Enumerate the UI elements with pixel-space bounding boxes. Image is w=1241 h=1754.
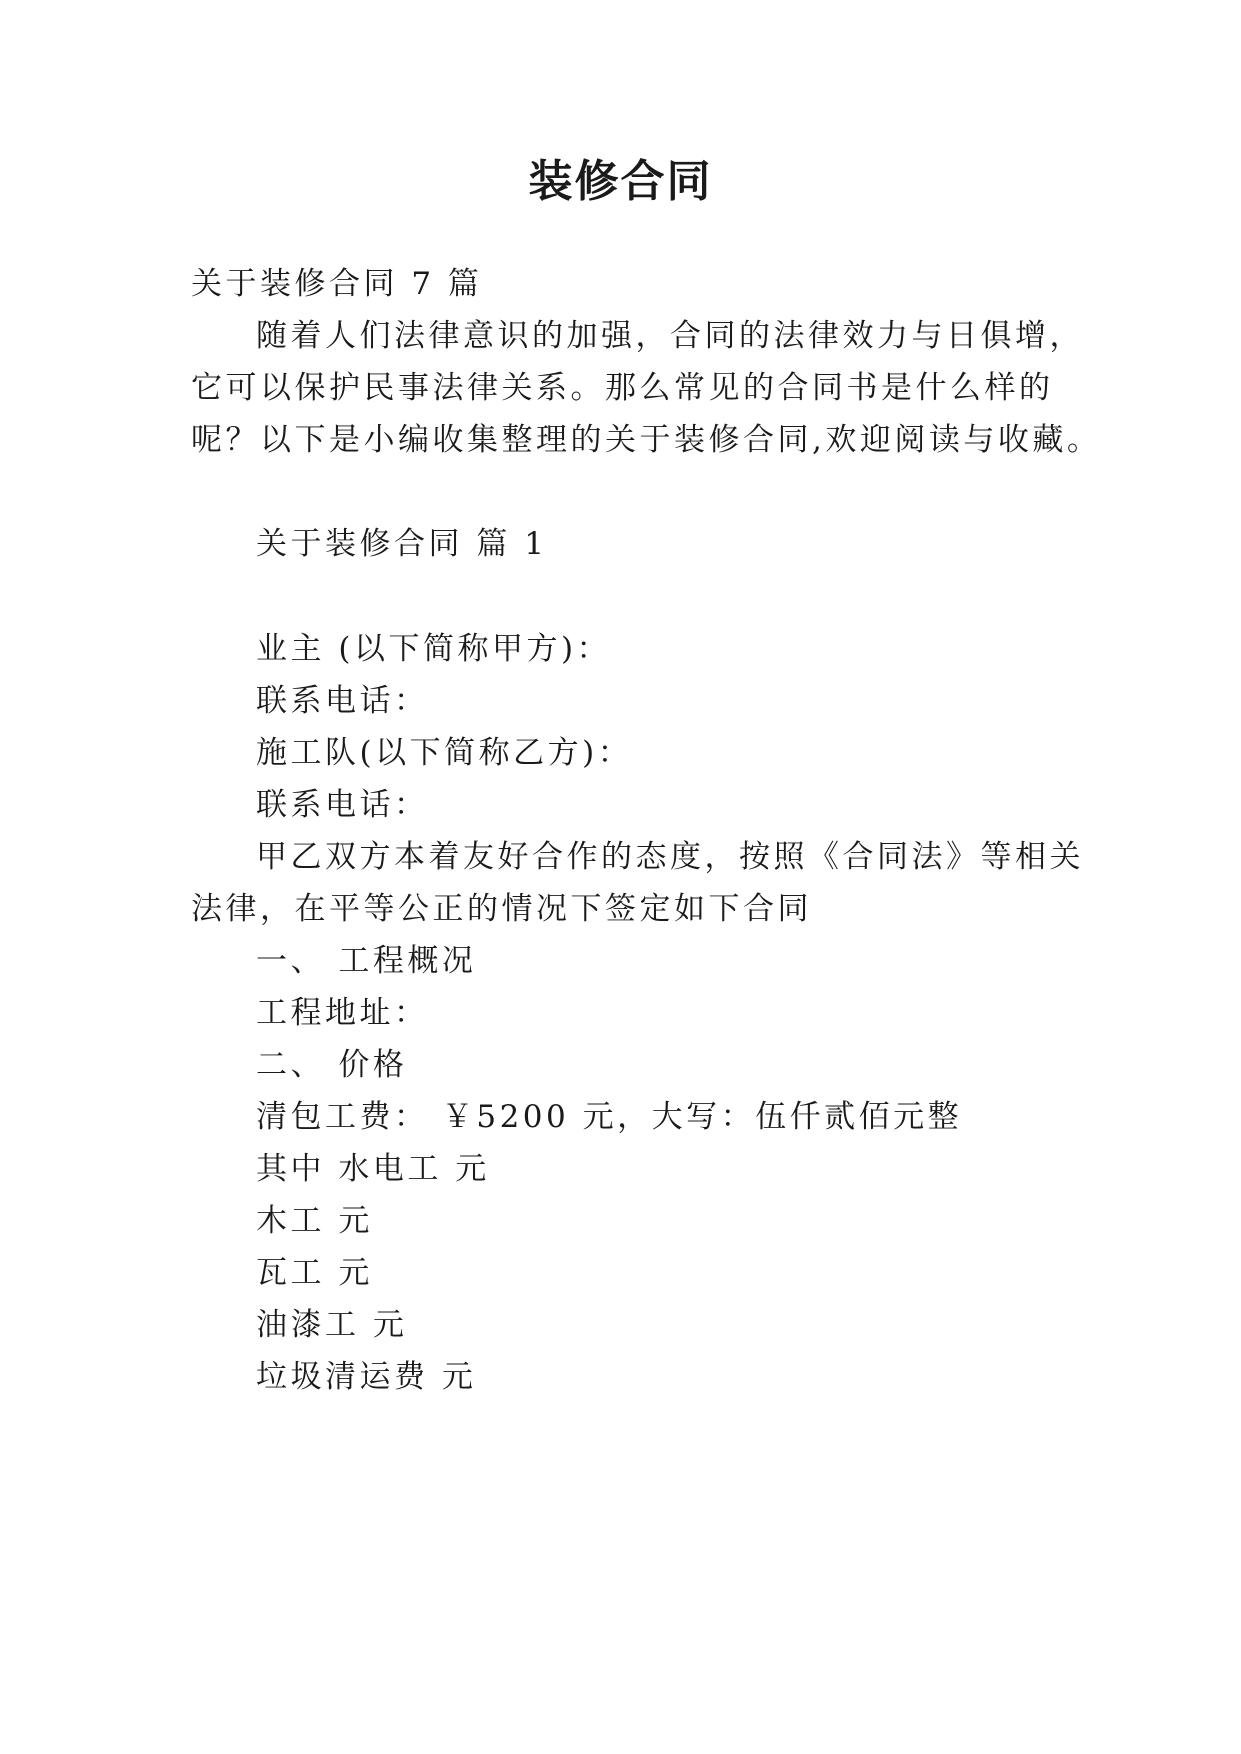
party-a-phone-line: 联系电话：: [256, 683, 429, 719]
intro-line-1: 随着人们法律意识的加强，合同的法律效力与日俱增，: [256, 318, 1084, 354]
intro-line-2: 它可以保护民事法律关系。那么常见的合同书是什么样的: [191, 370, 1054, 406]
fee-total-line: 清包工费： ￥5200 元，大写：伍仟贰佰元整: [256, 1099, 963, 1135]
fee-item: 油漆工 元: [256, 1307, 408, 1343]
agreement-line-2: 法律，在平等公正的情况下签定如下合同: [191, 891, 812, 927]
document-title: 装修合同: [528, 156, 713, 207]
party-b-phone-line: 联系电话：: [256, 787, 429, 823]
clause-2-heading: 二、 价格: [256, 1047, 408, 1083]
fee-item: 其中 水电工 元: [256, 1151, 490, 1187]
intro-line-3: 呢？以下是小编收集整理的关于装修合同,欢迎阅读与收藏。: [191, 422, 1102, 458]
clause-1-heading: 一、 工程概况: [256, 943, 477, 979]
agreement-line-1: 甲乙双方本着友好合作的态度，按照《合同法》等相关: [256, 839, 1084, 875]
section-heading: 关于装修合同 篇 1: [256, 526, 548, 562]
party-b-line: 施工队(以下简称乙方)：: [256, 735, 633, 771]
fee-item: 木工 元: [256, 1203, 373, 1239]
fee-item: 垃圾清运费 元: [256, 1359, 477, 1395]
fee-item: 瓦工 元: [256, 1255, 373, 1291]
project-address-line: 工程地址：: [256, 995, 429, 1031]
party-a-line: 业主 (以下简称甲方)：: [256, 631, 612, 667]
document-subtitle: 关于装修合同 7 篇: [191, 266, 483, 302]
